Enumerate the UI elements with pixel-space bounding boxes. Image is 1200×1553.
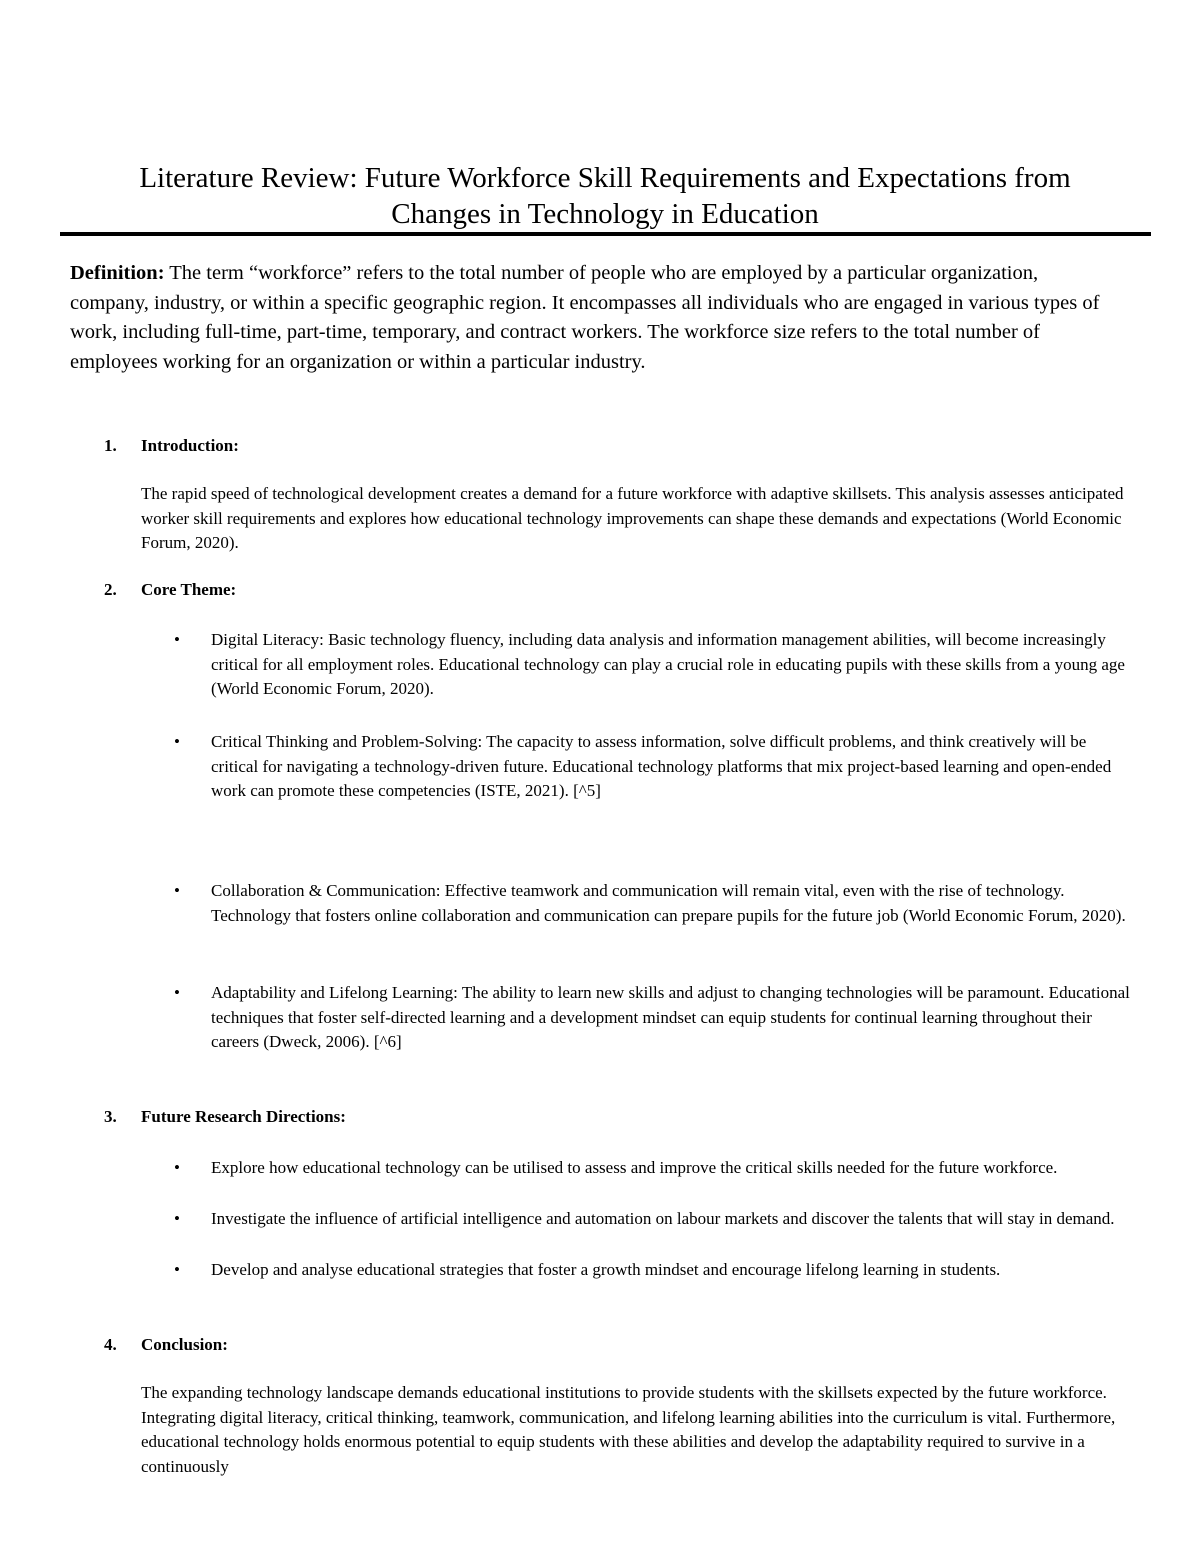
section-number: 4.: [104, 1335, 117, 1354]
definition-label: Definition:: [70, 262, 165, 284]
bullet-icon: •: [174, 881, 180, 900]
section-heading-introduction: [104, 435, 239, 457]
section-number: 3.: [104, 1107, 117, 1126]
list-item-digital-literacy: Digital Literacy: Basic technology fluency, including data analysis and information management abilities, will become increasingly critical for all employment roles. Educational technology can play a crucial role in educating pupils with these skills from a young age (World Economic Forum, 2020).: [211, 630, 1125, 699]
list-item-research-3: Develop and analyse educational strategies that foster a growth mindset and encourage lifelong learning in students.: [211, 1260, 1001, 1279]
section-number: 1.: [104, 436, 117, 455]
introduction-paragraph: The rapid speed of technological development creates a demand for a future workforce with adaptive skillsets. This analysis assesses anticipated worker skill requirements and explores how educational technology improvements can shape these demands and expectations (World Economic Forum, 2020).: [141, 484, 1124, 553]
section-title: Conclusion:: [141, 1335, 228, 1354]
section-title: Introduction:: [141, 436, 239, 455]
bullet-icon: •: [174, 732, 180, 751]
bullet-icon: •: [174, 630, 180, 649]
list-item-research-1: Explore how educational technology can be utilised to assess and improve the critical skills needed for the future workforce.: [211, 1158, 1058, 1177]
section-heading-core-theme: [104, 579, 236, 601]
list-item-adaptability: Adaptability and Lifelong Learning: The ability to learn new skills and adjust to changing technologies will be paramount. Educational techniques that foster self-directed learning and a development mindset can equip students for continual learning throughout their careers (Dweck, 2006). [^6]: [211, 983, 1130, 1052]
bullet-icon: •: [174, 1260, 180, 1279]
section-heading-future-research: [104, 1106, 346, 1128]
list-item-collaboration: Collaboration & Communication: Effective teamwork and communication will remain vital, even with the rise of technology. Technology that fosters online collaboration and communication can prepare pupils for the future job (World Economic Forum, 2020).: [211, 881, 1126, 925]
bullet-icon: •: [174, 983, 180, 1002]
title-line-2: Changes in Technology in Education: [391, 198, 819, 230]
list-item-research-2: Investigate the influence of artificial intelligence and automation on labour markets and discover the talents that will stay in demand.: [211, 1209, 1115, 1228]
section-title: Future Research Directions:: [141, 1107, 346, 1126]
bullet-icon: •: [174, 1209, 180, 1228]
definition-paragraph: [70, 259, 1120, 377]
bullet-icon: •: [174, 1158, 180, 1177]
title-line-1: Literature Review: Future Workforce Skill Requirements and Expectations from: [139, 162, 1071, 194]
document-title: [60, 160, 1150, 232]
conclusion-paragraph: The expanding technology landscape demands educational institutions to provide students with the skillsets expected by the future workforce. Integrating digital literacy, critical thinking, teamwork, communication, and lifelong learning abilities into the curriculum is vital. Furthermore, educational technology holds enormous potential to equip students with these abilities and develop the adaptability required to survive in a continuously: [141, 1383, 1116, 1477]
list-item-critical-thinking: Critical Thinking and Problem-Solving: The capacity to assess information, solve difficult problems, and think creatively will be critical for navigating a technology-driven future. Educational technology platforms that mix project-based learning and open-ended work can promote these competencies (ISTE, 2021). [^5]: [211, 732, 1112, 801]
definition-text: The term “workforce” refers to the total number of people who are employed by a particular organization, company, industry, or within a specific geographic region. It encompasses all individuals who are engaged in various types of work, including full-time, part-time, temporary, and contract workers. The workforce size refers to the total number of employees working for an organization or within a particular industry.: [70, 262, 1100, 373]
section-number: 2.: [104, 580, 117, 599]
section-title: Core Theme:: [141, 580, 237, 599]
title-underline: [60, 232, 1151, 236]
section-heading-conclusion: [104, 1334, 228, 1356]
